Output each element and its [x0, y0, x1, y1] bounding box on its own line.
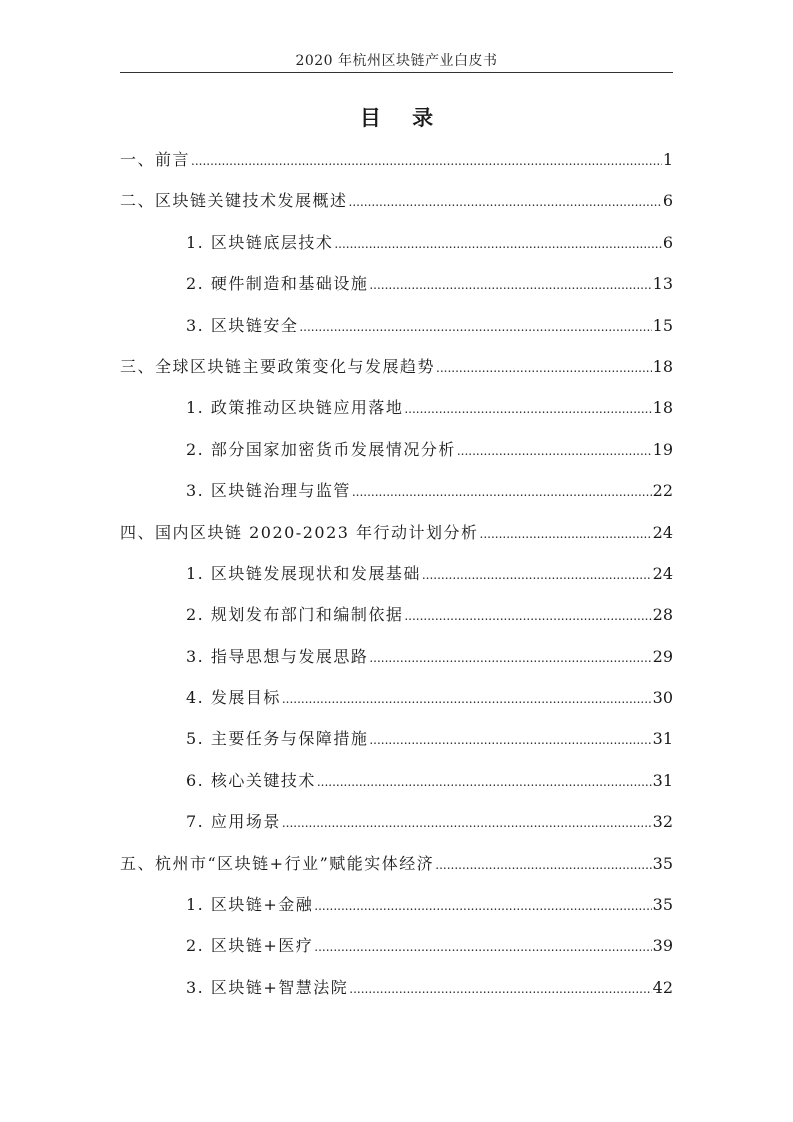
toc-entry-title: 四、国内区块链 2020-2023 年行动计划分析	[120, 522, 479, 542]
page-header: 2020 年杭州区块链产业白皮书	[295, 53, 498, 69]
toc-entry-title: 一、前言	[120, 150, 191, 169]
toc-entry-page-number: 15	[652, 315, 673, 335]
toc-entry-page-number: 22	[652, 481, 673, 501]
table-of-contents	[120, 143, 673, 1012]
toc-entry-page-number: 6	[662, 232, 673, 252]
header-rule	[120, 72, 673, 73]
toc-entry[interactable]	[120, 350, 673, 391]
toc-entry-title: 三、全球区块链主要政策变化与发展趋势	[120, 356, 436, 376]
toc-entry[interactable]	[120, 847, 673, 888]
toc-entry-page-number: 29	[652, 646, 673, 666]
toc-entry-page-number: 35	[652, 853, 673, 873]
toc-leader-dots	[349, 972, 651, 1006]
toc-entry[interactable]	[120, 267, 673, 308]
toc-entry-title: 3. 区块链治理与监管	[186, 481, 351, 501]
toc-leader-dots	[352, 475, 652, 509]
toc-entry-title: 五、杭州市“区块链+行业”赋能实体经济	[120, 853, 435, 873]
toc-entry[interactable]	[120, 640, 673, 681]
toc-entry-title: 5. 主要任务与保障措施	[186, 729, 369, 749]
toc-leader-dots	[314, 930, 651, 964]
toc-leader-dots	[435, 848, 651, 882]
toc-entry[interactable]	[120, 681, 673, 722]
toc-entry[interactable]	[120, 805, 673, 846]
toc-leader-dots	[191, 144, 662, 178]
toc-leader-dots	[314, 889, 651, 923]
toc-entry[interactable]	[120, 764, 673, 805]
toc-entry[interactable]	[120, 391, 673, 432]
toc-entry[interactable]	[120, 888, 673, 929]
toc-entry-title: 3. 区块链+智慧法院	[186, 977, 349, 997]
toc-leader-dots	[480, 517, 652, 551]
toc-entry[interactable]	[120, 557, 673, 598]
toc-entry-page-number: 28	[652, 605, 673, 625]
toc-entry[interactable]	[120, 598, 673, 639]
toc-leader-dots	[349, 185, 662, 219]
toc-entry-title: 4. 发展目标	[186, 688, 281, 708]
toc-entry-page-number: 35	[652, 895, 673, 915]
toc-entry-page-number: 31	[652, 770, 673, 790]
toc-leader-dots	[334, 227, 661, 261]
toc-entry-title: 1. 区块链发展现状和发展基础	[186, 563, 421, 583]
toc-entry-title: 7. 应用场景	[186, 812, 281, 832]
toc-leader-dots	[404, 392, 651, 426]
toc-entry-page-number: 18	[652, 356, 673, 376]
toc-entry-title: 1. 区块链底层技术	[186, 232, 334, 252]
toc-entry-title: 6. 核心关键技术	[186, 770, 316, 790]
toc-entry[interactable]	[120, 474, 673, 515]
toc-entry[interactable]	[120, 516, 673, 557]
toc-leader-dots	[282, 682, 652, 716]
toc-entry[interactable]	[120, 309, 673, 350]
toc-entry[interactable]	[120, 433, 673, 474]
page-title: 目 录	[359, 106, 446, 130]
toc-leader-dots	[422, 558, 652, 592]
toc-entry-title: 3. 指导思想与发展思路	[186, 646, 369, 666]
toc-entry[interactable]	[120, 226, 673, 267]
toc-entry-page-number: 6	[662, 191, 673, 211]
toc-leader-dots	[436, 351, 652, 385]
toc-entry-page-number: 30	[652, 688, 673, 708]
toc-leader-dots	[369, 268, 651, 302]
toc-entry-title: 2. 部分国家加密货币发展情况分析	[186, 439, 456, 459]
toc-entry-page-number: 32	[652, 812, 673, 832]
toc-leader-dots	[282, 806, 652, 840]
toc-entry-page-number: 39	[652, 936, 673, 956]
toc-entry-title: 1. 区块链+金融	[186, 895, 314, 915]
toc-leader-dots	[404, 599, 651, 633]
toc-entry-title: 二、区块链关键技术发展概述	[120, 191, 348, 211]
toc-leader-dots	[299, 310, 651, 344]
toc-leader-dots	[317, 765, 652, 799]
toc-entry-title: 1. 政策推动区块链应用落地	[186, 398, 404, 418]
toc-entry-title: 2. 硬件制造和基础设施	[186, 274, 369, 294]
toc-leader-dots	[369, 641, 651, 675]
toc-entry-page-number: 13	[652, 274, 673, 294]
toc-entry-page-number: 19	[652, 439, 673, 459]
toc-entry-page-number: 42	[652, 977, 673, 997]
toc-entry-page-number: 18	[652, 398, 673, 418]
toc-entry[interactable]	[120, 143, 673, 184]
toc-entry-page-number: 31	[652, 729, 673, 749]
toc-entry[interactable]	[120, 971, 673, 1012]
toc-entry[interactable]	[120, 184, 673, 225]
toc-entry-page-number: 24	[652, 563, 673, 583]
toc-entry-page-number: 24	[652, 522, 673, 542]
toc-entry-title: 2. 规划发布部门和编制依据	[186, 605, 404, 625]
toc-leader-dots	[457, 434, 652, 468]
toc-entry-title: 3. 区块链安全	[186, 315, 299, 335]
toc-entry-page-number: 1	[662, 150, 673, 169]
toc-entry[interactable]	[120, 722, 673, 763]
toc-leader-dots	[369, 723, 651, 757]
toc-entry-title: 2. 区块链+医疗	[186, 936, 314, 956]
toc-entry[interactable]	[120, 929, 673, 970]
